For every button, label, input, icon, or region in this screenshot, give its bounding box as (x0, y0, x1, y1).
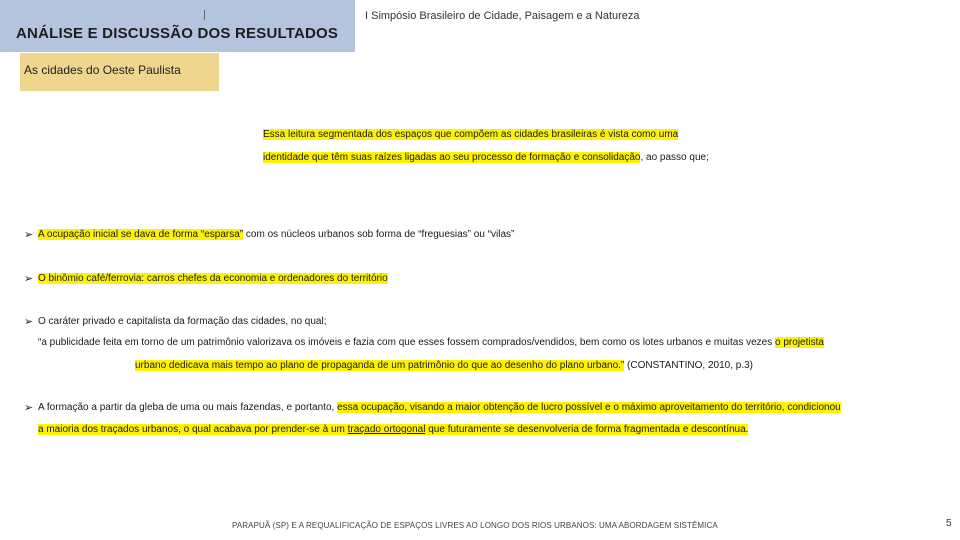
bullet-item-1 (24, 229, 33, 241)
arrow-bullet-icon: ➢ (24, 229, 34, 241)
bullet-2-highlight: O binômio café/ferrovia: carros chefes da economia e ordenadores do território (38, 273, 388, 284)
bullet-4-line-1 (38, 402, 841, 414)
intro-line-2-rest: , ao passo que; (640, 152, 709, 163)
bullet-item-2 (24, 273, 33, 285)
quote-citation: (CONSTANTINO, 2010, p.3) (624, 360, 753, 371)
quote-line-2-highlight: urbano dedicava mais tempo ao plano de propaganda de um patrimônio do que ao desenho do plano urbano.” (135, 360, 625, 371)
symposium-name: I Simpósio Brasileiro de Cidade, Paisagem e a Natureza (365, 10, 640, 22)
page-number: 5 (946, 518, 952, 529)
intro-line-2-highlight: identidade que têm suas raízes ligadas ao seu processo de formação e consolidação (263, 152, 641, 163)
bullet-2-text (38, 273, 388, 285)
bullet-1-highlight: A ocupação inicial se dava de forma “esparsa” (38, 229, 244, 240)
cursor-mark (204, 10, 205, 20)
page-title: ANÁLISE E DISCUSSÃO DOS RESULTADOS (16, 25, 339, 42)
quote-line-2 (135, 360, 753, 372)
intro-line-2 (263, 152, 709, 164)
bullet-4-plain: A formação a partir da gleba de uma ou mais fazendas, e portanto, (38, 402, 338, 413)
bullet-4-line-2 (38, 424, 748, 436)
quote-line-1-text: “a publicidade feita em torno de um patrimônio valorizava os imóveis e fazia com que esses fossem comprados/vendidos, bem como os lotes urbanos e muitas vezes (38, 337, 773, 348)
bullet-4-line-2-post: que futuramente se desenvolveria de forma fragmentada e descontínua. (425, 424, 749, 435)
arrow-bullet-icon: ➢ (24, 316, 34, 328)
intro-line-1-text: Essa leitura segmentada dos espaços que compõem as cidades brasileiras é vista como uma (263, 129, 679, 140)
bullet-item-3 (24, 316, 33, 328)
quote-line-1-highlight: o projetista (775, 337, 824, 348)
quote-line-1 (38, 337, 824, 349)
footer-text: PARAPUÃ (SP) E A REQUALIFICAÇÃO DE ESPAÇOS LIVRES AO LONGO DOS RIOS URBANOS: UMA ABORDAGEM SISTÊMICA (232, 521, 718, 530)
bullet-1-rest: com os núcleos urbanos sob forma de “freguesias” ou “vilas” (243, 229, 515, 240)
section-title: As cidades do Oeste Paulista (24, 63, 181, 77)
bullet-4-highlight: essa ocupação, visando a maior obtenção de lucro possível e o máximo aproveitamento do território, condicionou (337, 402, 841, 413)
arrow-bullet-icon: ➢ (24, 402, 34, 414)
bullet-item-4 (24, 402, 33, 414)
arrow-bullet-icon: ➢ (24, 273, 34, 285)
bullet-4-line-2-pre: a maioria dos traçados urbanos, o qual acabava por prender-se à um (38, 424, 348, 435)
intro-line-1 (263, 129, 678, 141)
bullet-1-text (38, 229, 514, 241)
bullet-3-text: O caráter privado e capitalista da formação das cidades, no qual; (38, 316, 327, 327)
bullet-4-underline: traçado ortogonal (347, 424, 426, 435)
